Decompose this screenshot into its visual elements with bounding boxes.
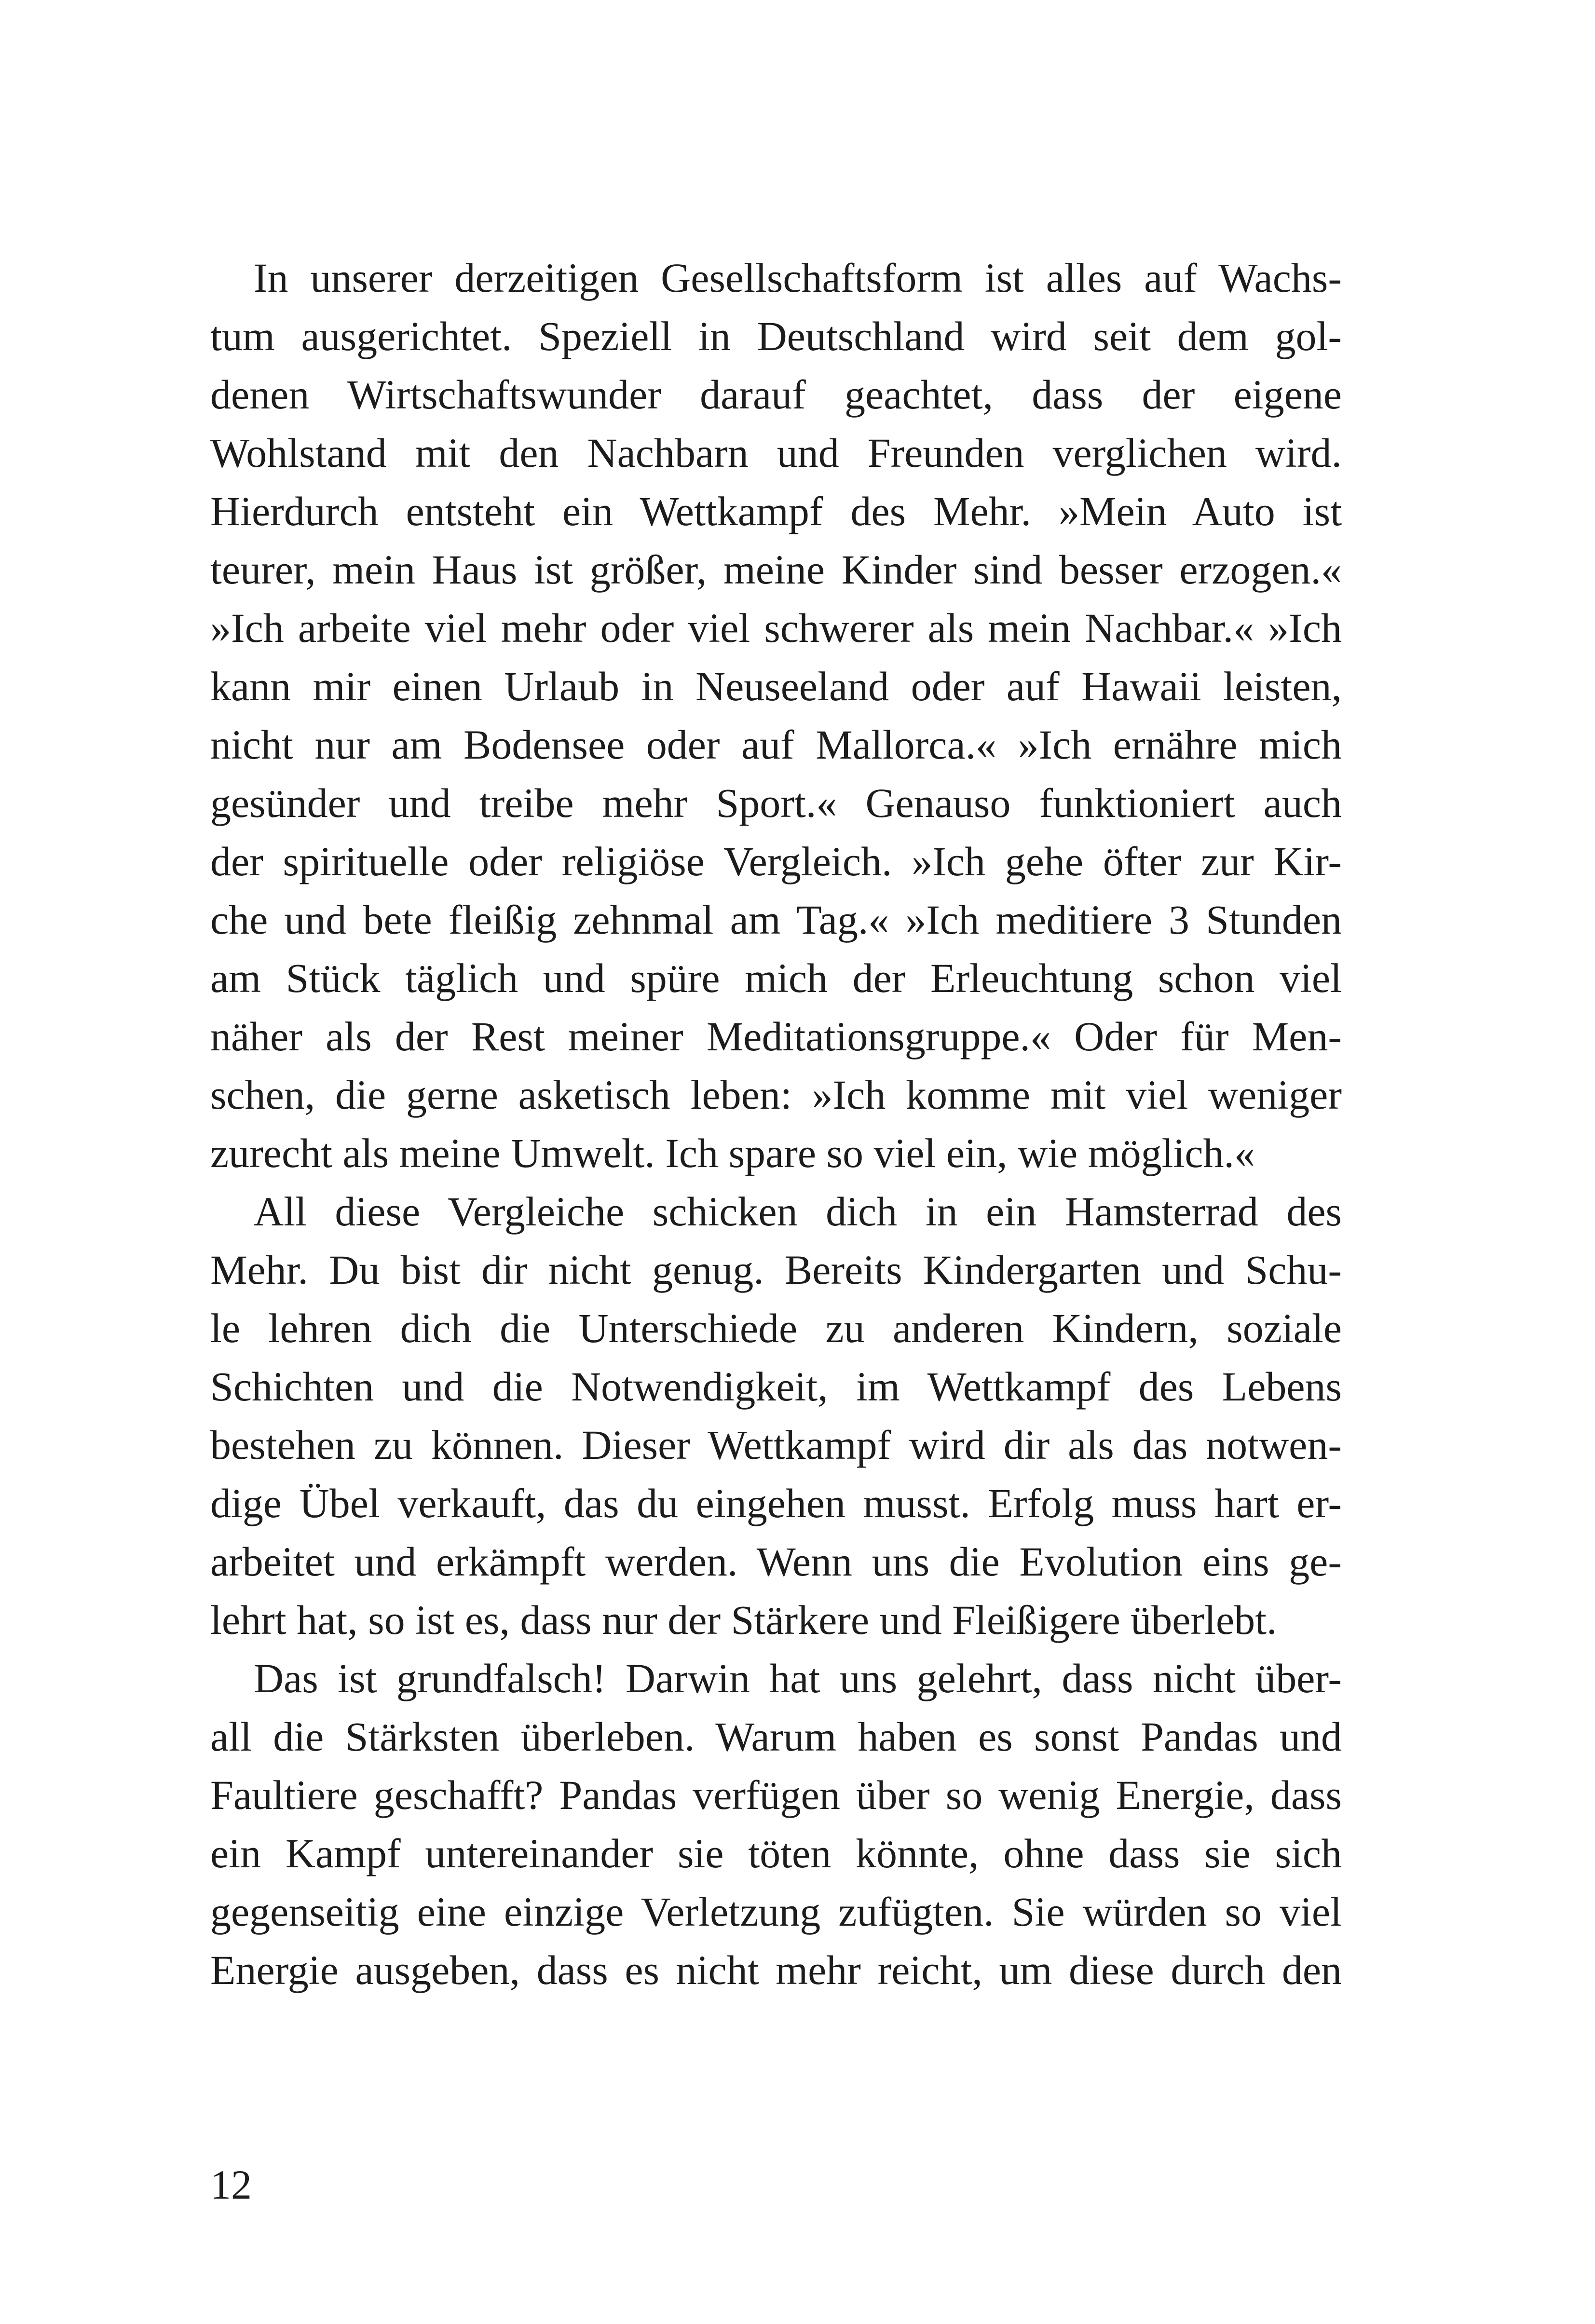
text-line: Mehr. Du bist dir nicht genug. Bereits Kindergarten und Schu- bbox=[210, 1247, 1342, 1293]
text-line: bestehen zu können. Dieser Wettkampf wird dir als das notwen- bbox=[210, 1422, 1342, 1468]
text-line: All diese Vergleiche schicken dich in ein Hamsterrad des bbox=[254, 1188, 1342, 1235]
text-line: nicht nur am Bodensee oder auf Mallorca.« »Ich ernähre mich bbox=[210, 721, 1342, 768]
text-line: gesünder und treibe mehr Sport.« Genauso funktioniert auch bbox=[210, 780, 1342, 826]
text-line: tum ausgerichtet. Speziell in Deutschland wird seit dem gol- bbox=[210, 313, 1342, 359]
text-line: arbeitet und erkämpft werden. Wenn uns die Evolution eins ge- bbox=[210, 1538, 1342, 1585]
body-text bbox=[210, 249, 1342, 1999]
text-line: In unserer derzeitigen Gesellschaftsform ist alles auf Wachs- bbox=[254, 255, 1342, 301]
text-line: ein Kampf untereinander sie töten könnte, ohne dass sie sich bbox=[210, 1830, 1342, 1876]
text-line: gegenseitig eine einzige Verletzung zufügten. Sie würden so viel bbox=[210, 1889, 1342, 1935]
text-line: Schichten und die Notwendigkeit, im Wettkampf des Lebens bbox=[210, 1363, 1342, 1410]
text-line: Wohlstand mit den Nachbarn und Freunden verglichen wird. bbox=[210, 430, 1342, 476]
text-line: »Ich arbeite viel mehr oder viel schwerer als mein Nachbar.« »Ich bbox=[210, 605, 1342, 651]
text-line: lehrt hat, so ist es, dass nur der Stärkere und Fleißigere überlebt. bbox=[210, 1597, 1277, 1643]
page-number: 12 bbox=[210, 2161, 252, 2208]
text-line: Das ist grundfalsch! Darwin hat uns gelehrt, dass nicht über- bbox=[254, 1655, 1342, 1701]
text-line: che und bete fleißig zehnmal am Tag.« »Ich meditiere 3 Stunden bbox=[210, 897, 1342, 943]
text-line: le lehren dich die Unterschiede zu anderen Kindern, soziale bbox=[210, 1305, 1342, 1351]
text-line: Energie ausgeben, dass es nicht mehr reicht, um diese durch den bbox=[210, 1947, 1342, 1993]
text-line: Hierdurch entsteht ein Wettkampf des Mehr. »Mein Auto ist bbox=[210, 488, 1342, 534]
text-line: kann mir einen Urlaub in Neuseeland oder auf Hawaii leisten, bbox=[210, 663, 1342, 709]
text-line: dige Übel verkauft, das du eingehen musst. Erfolg muss hart er- bbox=[210, 1480, 1342, 1526]
text-line: der spirituelle oder religiöse Vergleich. »Ich gehe öfter zur Kir- bbox=[210, 838, 1342, 884]
text-line: all die Stärksten überleben. Warum haben es sonst Pandas und bbox=[210, 1713, 1342, 1760]
text-line: denen Wirtschaftswunder darauf geachtet, dass der eigene bbox=[210, 371, 1342, 418]
text-line: zurecht als meine Umwelt. Ich spare so viel ein, wie möglich.« bbox=[210, 1130, 1255, 1176]
text-line: schen, die gerne asketisch leben: »Ich komme mit viel weniger bbox=[210, 1072, 1342, 1118]
text-line: Faultiere geschafft? Pandas verfügen über so wenig Energie, dass bbox=[210, 1772, 1342, 1818]
text-line: am Stück täglich und spüre mich der Erleuchtung schon viel bbox=[210, 955, 1342, 1001]
text-line: teurer, mein Haus ist größer, meine Kinder sind besser erzogen.« bbox=[210, 546, 1342, 593]
text-line: näher als der Rest meiner Meditationsgruppe.« Oder für Men- bbox=[210, 1013, 1342, 1060]
